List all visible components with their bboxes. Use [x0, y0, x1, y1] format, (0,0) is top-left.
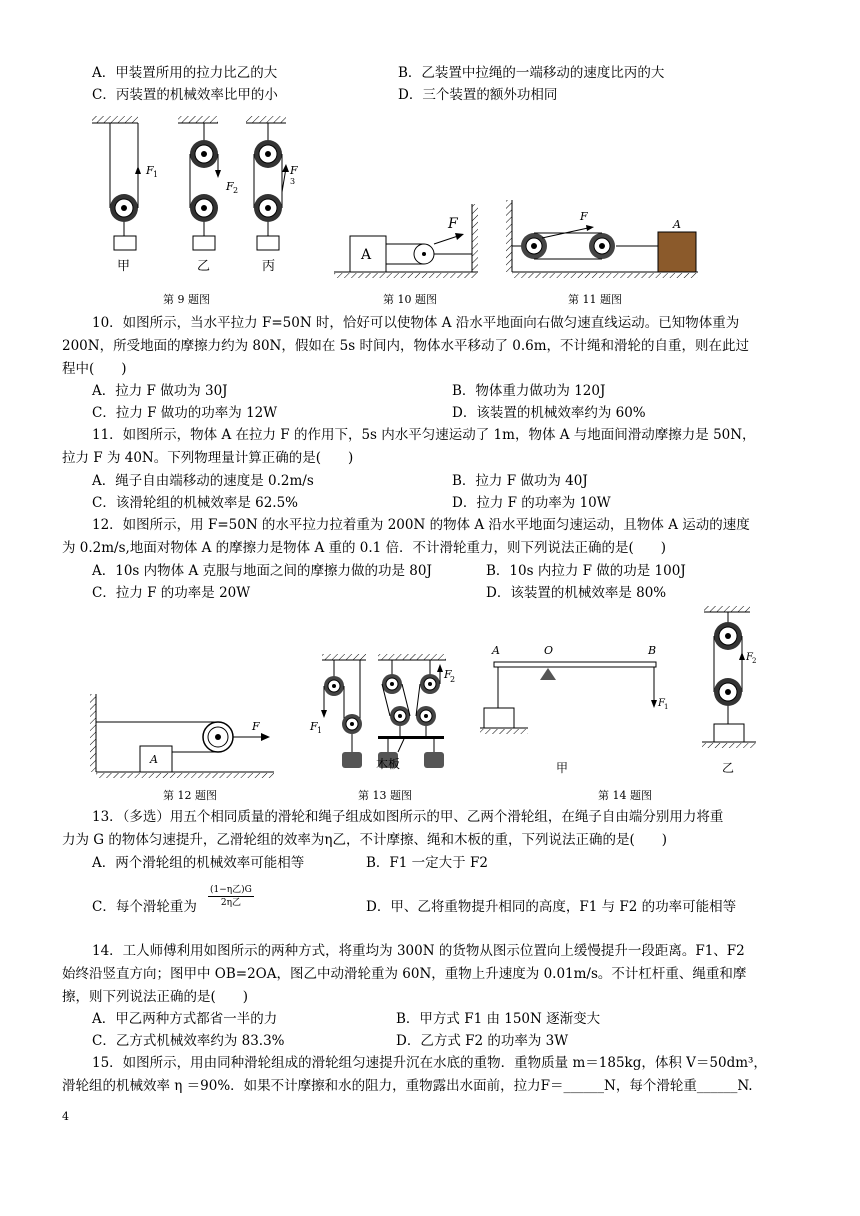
q10-stem-line1: 10．如图所示，当水平拉力 F=50N 时，恰好可以使物体 A 沿水平地面向右做匀速直线运动。已知物体重为	[92, 315, 740, 331]
q11-stem-line2: 拉力 F 为 40N。下列物理量计算正确的是( )	[62, 450, 354, 466]
fig11-block-label: A	[673, 218, 681, 231]
fig9-label-yi: 乙	[197, 259, 211, 274]
fig13-f2-sub: 2	[450, 675, 456, 684]
q12-option-c: C．拉力 F 的功率是 20W	[92, 585, 251, 601]
fig12-block-label: A	[150, 753, 158, 766]
q13-option-d: D．甲、乙将重物提升相同的高度，F1 与 F2 的功率可能相等	[366, 899, 737, 915]
q13-stem-line2: 力为 G 的物体匀速提升，乙滑轮组的效率为η乙，不计摩擦、绳和木板的重，下列说法正确的是( )	[62, 832, 667, 848]
fig13-caption: 第 13 题图	[358, 789, 412, 802]
fig14-o-label: O	[544, 644, 554, 657]
q14-stem-line2: 始终沿竖直方向；图甲中 OB=2OA，图乙中动滑轮重为 60N，重物上升速度为 0.01m/s。不计杠杆重、绳重和摩	[62, 966, 747, 982]
q12-stem-line2: 为 0.2m/s,地面对物体 A 的摩擦力是物体 A 重的 0.1 倍．不计滑轮重力，则下列说法正确的是( )	[62, 540, 667, 556]
fig9-f2-label: F	[226, 180, 234, 193]
q10-option-b: B．物体重力做功为 120J	[452, 383, 606, 399]
q15-stem-line2: 滑轮组的机械效率 η ＝90%．如果不计摩擦和水的阻力，重物露出水面前，拉力F＝______N，每个滑轮重______N.	[62, 1078, 753, 1094]
fig9-label-jia: 甲	[117, 259, 131, 274]
q10-stem-line3: 程中( )	[62, 361, 127, 377]
fig11-pulley-diagram	[502, 198, 702, 280]
fig14-pulley-diagram	[696, 604, 776, 780]
fig9-pulley-diagram	[86, 112, 296, 282]
q10-option-a: A．拉力 F 做功为 30J	[92, 383, 228, 399]
fig9-f1-label: F	[146, 164, 154, 177]
q14-option-d: D．乙方式 F2 的功率为 3W	[396, 1033, 569, 1049]
fig13-f1-label: F	[310, 720, 318, 733]
fig9-f3-sub: 3	[290, 177, 296, 186]
q11-option-a: A．绳子自由端移动的速度是 0.2m/s	[92, 473, 314, 489]
q10-stem-line2: 200N，所受地面的摩擦力约为 80N，假如在 5s 时间内，物体水平移动了 0.6m，不计绳和滑轮的自重，则在此过	[62, 338, 750, 354]
fig11-caption: 第 11 题图	[568, 293, 622, 306]
q9-option-c: C．丙装置的机械效率比甲的小	[92, 87, 278, 103]
fig13-f1-sub: 1	[317, 726, 323, 735]
fig14-f1-sub: 1	[664, 703, 669, 711]
fig14-lever-diagram	[480, 640, 680, 780]
q10-option-d: D．该装置的机械效率约为 60%	[452, 405, 646, 421]
fig14-a-label: A	[492, 644, 500, 657]
fig14-f2-label: F	[746, 652, 753, 663]
fig10-pulley-diagram	[330, 200, 490, 280]
fig14-b-label: B	[648, 644, 657, 657]
q9-option-b: B．乙装置中拉绳的一端移动的速度比丙的大	[398, 65, 665, 81]
fig12-pulley-diagram	[88, 690, 288, 780]
fig12-caption: 第 12 题图	[163, 789, 217, 802]
fig14-f1-label: F	[658, 698, 665, 709]
q12-option-b: B．10s 内拉力 F 做的功是 100J	[486, 563, 686, 579]
fig12-force-label: F	[252, 720, 260, 733]
fig13-pulley-diagram	[304, 652, 454, 780]
q11-stem-line1: 11．如图所示，物体 A 在拉力 F 的作用下，5s 内水平匀速运动了 1m，物体 A 与地面间滑动摩擦力是 50N，	[92, 427, 756, 443]
q13-option-a: A．两个滑轮组的机械效率可能相等	[92, 855, 305, 871]
q14-option-c: C．乙方式机械效率约为 83.3%	[92, 1033, 285, 1049]
q13-option-c: C．每个滑轮重为	[92, 899, 197, 915]
q12-stem-line1: 12．如图所示，用 F=50N 的水平拉力拉着重为 200N 的物体 A 沿水平地面匀速运动，且物体 A 运动的速度	[92, 517, 750, 533]
q10-option-c: C．拉力 F 做功的功率为 12W	[92, 405, 278, 421]
fig13-board-label: 木板	[376, 757, 401, 771]
fig10-force-label: F	[448, 216, 458, 232]
q13-option-b: B．F1 一定大于 F2	[366, 855, 488, 871]
q11-option-c: C．该滑轮组的机械效率是 62.5%	[92, 495, 299, 511]
fig14-label-jia: 甲	[556, 761, 569, 775]
fraction-denominator: 2η乙	[220, 898, 241, 908]
fig14-caption: 第 14 题图	[598, 789, 652, 802]
fraction-numerator: (1−η乙)G	[210, 885, 252, 895]
q11-option-d: D．拉力 F 的功率为 10W	[452, 495, 611, 511]
q14-stem-line3: 擦，则下列说法正确的是( )	[62, 989, 249, 1005]
q14-stem-line1: 14．工人师傅利用如图所示的两种方式，将重均为 300N 的货物从图示位置向上缓慢提升一段距离。F1、F2	[92, 943, 745, 959]
q9-option-a: A．甲装置所用的拉力比乙的大	[92, 65, 278, 81]
fig10-block-label: A	[361, 247, 372, 263]
fig9-label-bing: 丙	[262, 259, 276, 274]
fig10-caption: 第 10 题图	[383, 293, 437, 306]
fig13-f2-label: F	[444, 668, 452, 681]
q11-option-b: B．拉力 F 做功为 40J	[452, 473, 588, 489]
q14-option-a: A．甲乙两种方式都省一半的力	[92, 1011, 278, 1027]
fig9-f1-sub: 1	[153, 170, 159, 179]
fig11-force-label: F	[580, 210, 588, 223]
q15-stem-line1: 15．如图所示，用由同种滑轮组成的滑轮组匀速提升沉在水底的重物．重物质量 m＝185kg，体积 V＝50dm³，	[92, 1055, 767, 1071]
q9-option-d: D．三个装置的额外功相同	[398, 87, 558, 103]
fig9-caption: 第 9 题图	[163, 293, 210, 306]
q12-option-d: D．该装置的机械效率是 80%	[486, 585, 667, 601]
q14-option-b: B．甲方式 F1 由 150N 逐渐变大	[396, 1011, 601, 1027]
q13-stem-line1: 13．（多选）用五个相同质量的滑轮和绳子组成如图所示的甲、乙两个滑轮组，在绳子自由端分别用力将重	[92, 809, 724, 825]
page-number: 4	[62, 1110, 69, 1123]
fig14-label-yi: 乙	[722, 761, 735, 775]
fig9-f2-sub: 2	[233, 186, 239, 195]
q13-option-c-fraction	[208, 884, 254, 909]
fig14-f2-sub: 2	[752, 657, 757, 665]
fig9-f3-label: F	[290, 164, 298, 177]
q12-option-a: A．10s 内物体 A 克服与地面之间的摩擦力做的功是 80J	[92, 563, 432, 579]
